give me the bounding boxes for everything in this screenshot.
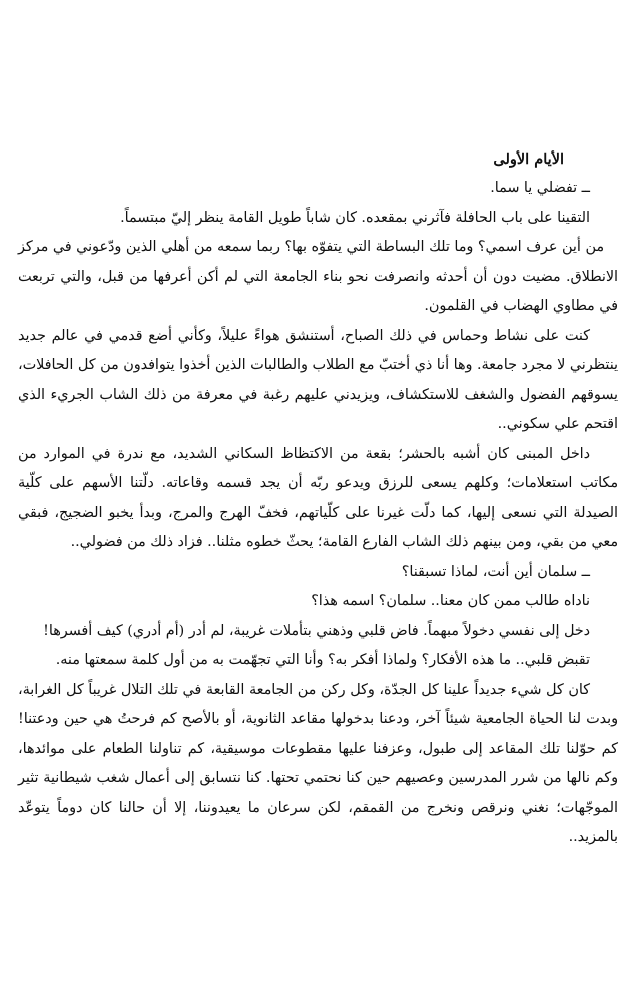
document-body: [18, 145, 618, 853]
paragraph: ــ تفضلي يا سما.: [490, 180, 590, 196]
paragraph: كان كل شيء جديداً علينا كل الجدّة، وكل ركن من الجامعة القابعة في تلك التلال غريباً كل الغرابة، وبدت لنا الحياة الجامعية شيئاً آخر، ودعنا بدخولها مقاعد الثانوية، أو بالأصح كم فرحتُ هي حين ودعتنا! كم حوّلنا تلك المقاعد إلى طبول، وعزفنا عليها مقطوعات موسيقية، كم تناولنا الطعام على موائدها، وكم نالها من شرر المدرسين وعصيهم حين كنا نحتمي تحتها. كنا نتسابق إلى أعمال شغب شيطانية تثير الموجّهات؛ نغني ونرقص ونخرج من القمقم، لكن سرعان ما يعيدوننا، إلا أن حالنا كان دوماً يتوعّد بالمزيد..: [18, 681, 618, 845]
chapter-title: الأيام الأولى: [493, 151, 564, 168]
paragraph: دخل إلى نفسي دخولاً مبهماً. فاض قلبي وذهني بتأملات غريبة، لم أدر (أم أدري) كيف أفسرها!: [43, 622, 590, 639]
paragraph: من أين عرف اسمي؟ وما تلك البساطة التي يتفوّه بها؟ ربما سمعه من أهلي الذين ودّعوني في مركز الانطلاق. مضيت دون أن أحدثه وانصرفت نحو بناء الجامعة التي لم أكن أعرفها من قبل، والتي تربعت في مطاوي الهضاب في القلمون.: [18, 239, 618, 314]
paragraph: داخل المبنى كان أشبه بالحشر؛ بقعة من الاكتظاظ السكاني الشديد، مع ندرة في الموارد من مكاتب استعلامات؛ وكلهم يسعى للرزق ويدعو ربّه أن يجد قسمه وقاعاته. دلّتنا الأسهم على كلّية الصيدلة التي نسعى إليها، كما دلّت غيرنا على كلّياتهم، فخفّ الهرج والمرج، وبدأ يخبو الضجيج، فبقي معي من بقي، ومن بينهم ذلك الشاب الفارع القامة؛ يحثّ خطوه مثلنا.. فزاد ذلك من فضولي..: [18, 445, 618, 550]
paragraph: ــ سلمان أين أنت، لماذا تسبقنا؟: [401, 563, 590, 580]
paragraph: ناداه طالب ممن كان معنا.. سلمان؟ اسمه هذا؟: [311, 593, 590, 609]
paragraph: التقينا على باب الحافلة فآثرني بمقعده. كان شاباً طويل القامة ينظر إليّ مبتسماً.: [120, 209, 590, 226]
paragraph: كنت على نشاط وحماس في ذلك الصباح، أستنشق هواءً عليلاً، وكأني أضع قدمي في عالم جديد ينتظرني لا مجرد جامعة. وها أنا ذي أختبّ مع الطلاب والطالبات الذين أخذوا يتوافدون من كل الحافلات، يسوقهم الفضول والشغف للاستكشاف، ويزيدني عليهم رغبة في معرفة من ذلك الشاب الجريء الذي اقتحم علي سكوني..: [18, 327, 618, 432]
paragraph: تقبض قلبي.. ما هذه الأفكار؟ ولماذا أفكر به؟ وأنا التي تجهّمت به من أول كلمة سمعتها منه.: [55, 652, 590, 668]
